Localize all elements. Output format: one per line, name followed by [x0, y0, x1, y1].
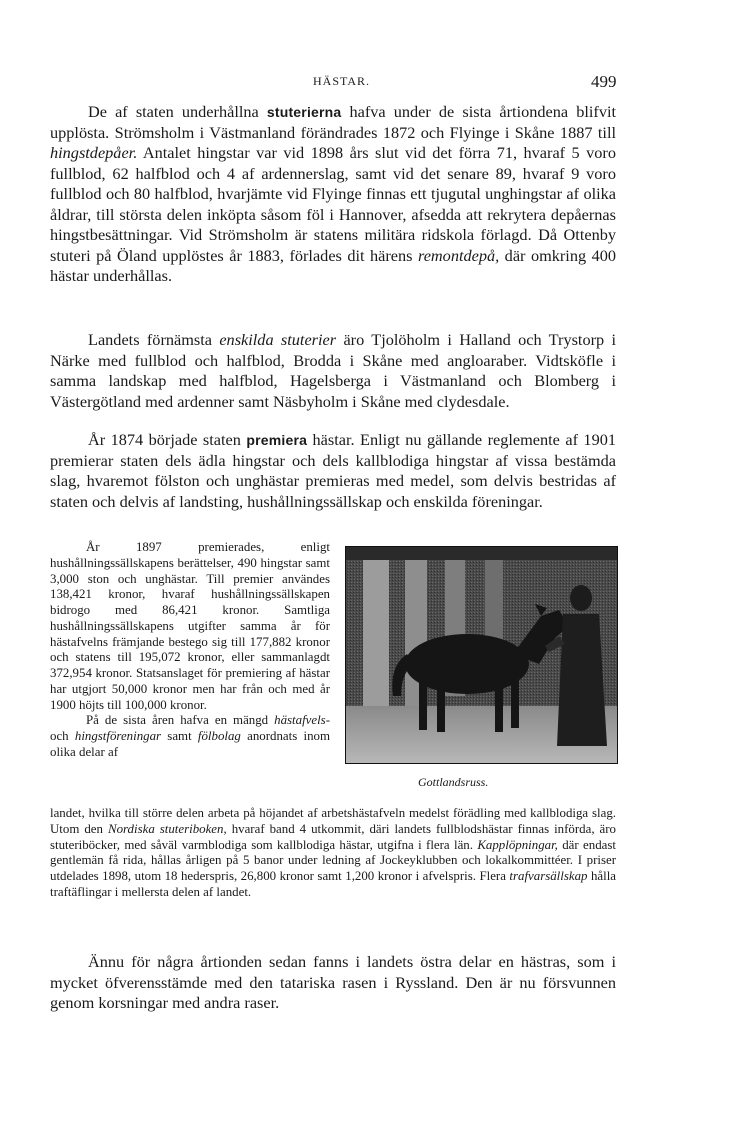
text-run: anordnats inom olika delar af — [50, 729, 330, 759]
paragraph-premiering — [50, 430, 616, 512]
page-number: 499 — [591, 72, 617, 91]
text-run: där omkring 400 hästar underhållas. — [50, 245, 617, 285]
text-run: Landets förnämsta — [88, 330, 220, 349]
italic-term: remontdepå, — [417, 245, 500, 265]
italic-term: Kapplöpningar, — [477, 837, 558, 852]
text-run: De af staten underhållna — [88, 102, 267, 121]
text-run: År 1897 premierades, enligt hushållningssällskapens berättelser, 490 hingstar samt 3,000 ston och unghästar. Till premier användes 138,421 kronor, hvaraf hushållningssällskapen bidrogo med 86,421 kronor. Samtliga hushållningssällskapens utgifter samma år för hästafvelns främjande bestego sig till 177,882 kronor och statens till 195,072 kronor, eller sammanlagdt 372,954 kronor. Statsanslaget för premiering af hästar har utgjort 50,000 kronor men har från och med år 1900 höjts till 100,000 kronor. — [50, 540, 330, 712]
italic-term: hingstdepåer. — [50, 143, 138, 162]
text-run: hästar. Enligt nu gällande reglemente af 1901 premierar staten dels ädla hingstar och dels kallblodiga hingstar af vissa bestämda slag, hvaremot fölston och unghästar premieras med medel, som delvis bestridas af staten och delvis af landsting, hushållningssällskap och enskilda föreningar. — [50, 430, 616, 511]
horse-photo — [345, 546, 618, 764]
photo-caption: Gottlandsruss. — [418, 775, 489, 789]
text-run: År 1874 började staten — [88, 430, 247, 449]
italic-term: fölbolag — [197, 729, 241, 743]
paragraph-tatarisk-ras — [50, 952, 616, 1014]
text-run: Antalet hingstar var vid 1898 års slut vid det förra 71, hvaraf 5 voro fullblod, 62 halfblod och 4 af ardennerslag, samt vid det senare 89, hvaraf 9 voro fullblod och 80 halfblod, hvarjämte vid Flyinge finnas ett tjugutal unghingstar af olika åldrar, till största delen inköpta såsom föl i Hannover, afsedda att rekrytera depåernas hingstbesättningar. Vid Strömsholm är statens militära ridskola förlagd. Då Ottenby stuteri på Öland upplöstes år 1883, förlades dit härens — [50, 143, 616, 265]
text-run: landet, hvilka till större delen arbeta på höjandet af arbetshästafveln medelst förädling med kallblodiga slag. Utom den — [50, 806, 616, 836]
paragraph-enskilda-stuterier — [50, 330, 616, 412]
paragraph-stuterier — [50, 102, 616, 287]
italic-term: enskilda stuterier — [219, 330, 337, 349]
small-paragraph-continuation — [50, 806, 616, 901]
text-run: där endast gentlemän få rida, hållas årligen på 5 banor under ledning af Jockeyklubben och lokalkommittéer. I priser utdelades 1898, utom 18 hederspris, 26,800 kronor samt 1,200 kronor i afvelspris. Flera — [50, 837, 616, 883]
running-head: HÄSTAR. — [313, 74, 371, 88]
text-run: Ännu för några årtionden sedan fanns i landets östra delar en hästras, som i mycket öfverensstämde med den tatariska rasen i Ryssland. Den är nu försvunnen genom korsningar med andra raser. — [50, 952, 616, 1012]
italic-term: trafvarsällskap — [509, 869, 588, 883]
text-run: På de sista åren hafva en mängd — [86, 713, 275, 728]
italic-term: hingstföreningar — [74, 729, 162, 743]
italic-term: hästafvels- — [274, 713, 330, 728]
small-paragraph-foreningar — [50, 713, 330, 760]
text-run: samt — [161, 729, 198, 743]
bold-term: premiera — [246, 432, 308, 448]
bold-term: stuterierna — [266, 104, 342, 120]
italic-term: Nordiska stuteriboken, — [107, 821, 227, 836]
text-run: och — [50, 729, 75, 743]
text-run: hafva under de sista årtiondena blifvit upplösta. Strömsholm i Västmanland förändrades 1872 och Flyinge i Skåne 1887 till — [50, 102, 617, 142]
small-paragraph-1897 — [50, 540, 330, 713]
text-run: hvaraf band 4 utkommit, däri landets fullblodshästar finnas införda, äro stuteriböcker, med såväl varmblodiga som kallblodiga hästar, utgifna i flera län. — [50, 821, 616, 852]
text-run: hålla traftäflingar i mellersta delen af landet. — [50, 869, 616, 899]
gottlandsruss-illustration — [345, 546, 618, 764]
small-print-column — [50, 540, 330, 761]
text-run: äro Tjolöholm i Halland och Trystorp i Närke med fullblod och halfblod, Brodda i Skåne med angloaraber. Vidtsköfle i samma landskap med halfblod, Hagelsberga i Västmanland och Blomberg i Västergötland med ardenner samt Näsbyholm i Skåne med clydesdale. — [50, 330, 617, 411]
